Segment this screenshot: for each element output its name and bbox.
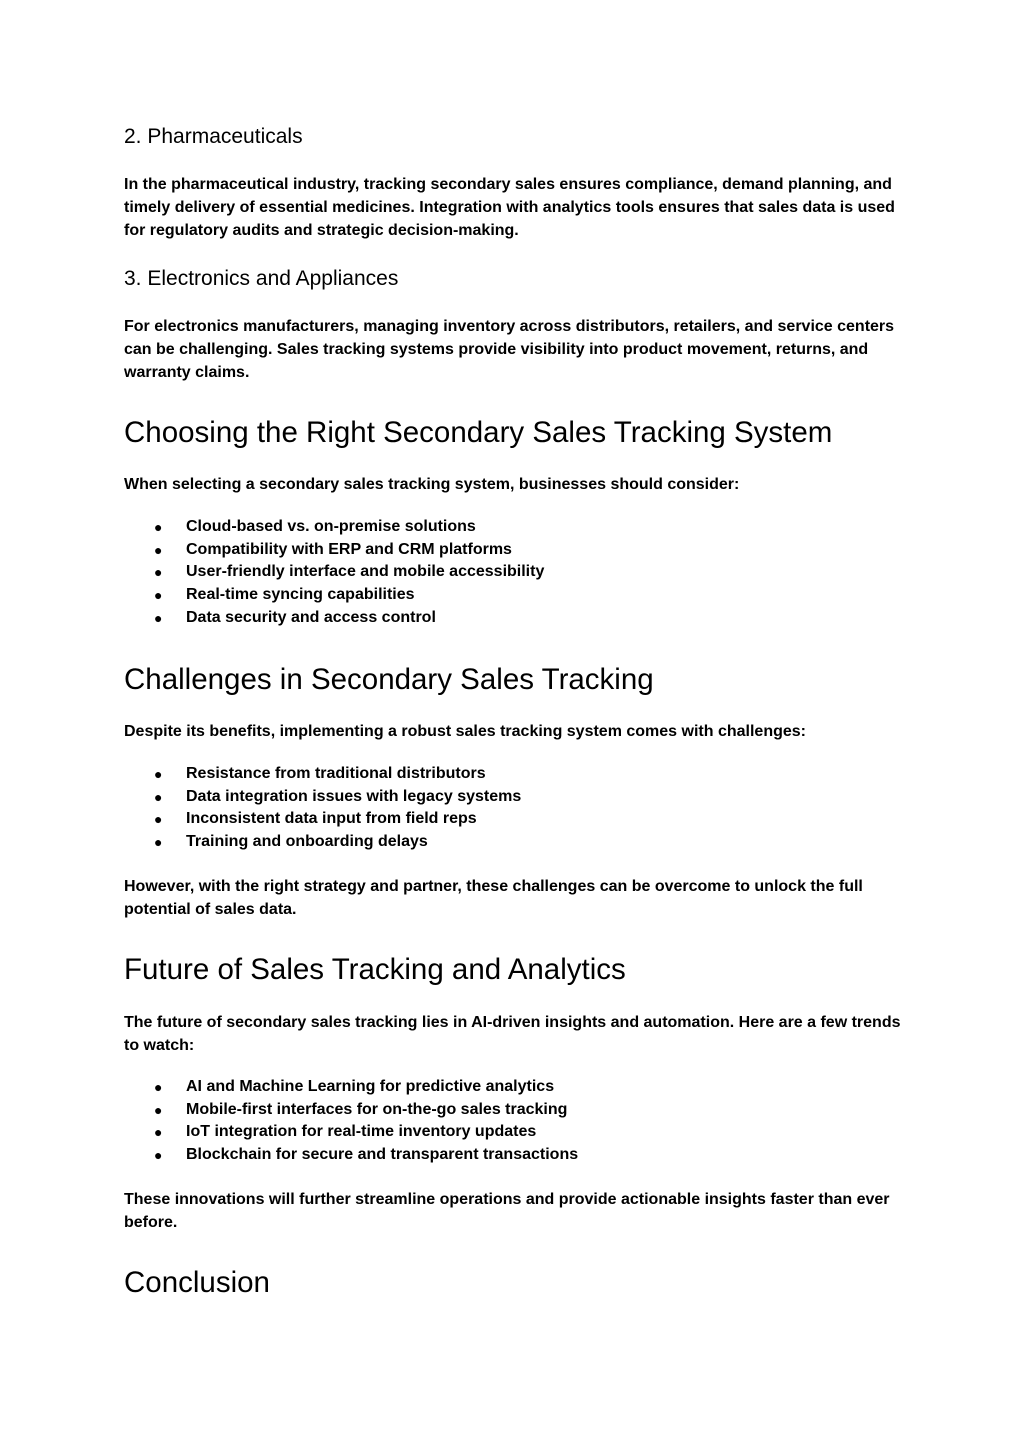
bullet-icon: ● — [154, 766, 163, 782]
list-challenges — [124, 763, 521, 854]
paragraph-challenges-outro: However, with the right strategy and partner, these challenges can be overcome to unlock the full potential of sales data. — [124, 878, 863, 918]
bullet-icon: ● — [154, 1147, 163, 1164]
heading-pharmaceuticals: 2. Pharmaceuticals — [124, 125, 303, 148]
list-item: ● Resistance from traditional distributors — [124, 763, 521, 786]
heading-challenges: Challenges in Secondary Sales Tracking — [124, 663, 654, 696]
paragraph-future-intro: The future of secondary sales tracking lies in AI-driven insights and automation. Here are a few trends to watch: — [124, 1014, 901, 1054]
bullet-icon: ● — [154, 788, 163, 805]
bullet-icon: ● — [154, 834, 163, 851]
paragraph-challenges-intro: Despite its benefits, implementing a robust sales tracking system comes with challenges: — [124, 723, 806, 740]
paragraph-choosing-intro: When selecting a secondary sales tracking system, businesses should consider: — [124, 476, 740, 493]
bullet-icon: ● — [154, 609, 163, 626]
list-item: ● Compatibility with ERP and CRM platforms — [124, 539, 544, 562]
heading-future: Future of Sales Tracking and Analytics — [124, 953, 626, 986]
list-future-trends — [124, 1076, 578, 1167]
list-item: ● Inconsistent data input from field reps — [124, 808, 521, 831]
bullet-icon: ● — [154, 564, 163, 581]
list-item: ● Data security and access control — [124, 607, 544, 630]
bullet-icon: ● — [154, 1101, 163, 1118]
bullet-icon: ● — [154, 1124, 163, 1141]
heading-electronics: 3. Electronics and Appliances — [124, 267, 399, 290]
paragraph-pharmaceuticals: In the pharmaceutical industry, tracking secondary sales ensures compliance, demand planning, and timely delivery of essential medicines. Integration with analytics tools ensures that sales data is used for regulatory audits and strategic decision-making. — [124, 176, 895, 239]
bullet-icon: ● — [154, 587, 163, 604]
heading-choosing-system: Choosing the Right Secondary Sales Tracking System — [124, 416, 833, 449]
bullet-icon: ● — [154, 519, 163, 535]
list-choosing-criteria — [124, 516, 544, 630]
list-item: ● User-friendly interface and mobile accessibility — [124, 561, 544, 584]
list-item: ● Real-time syncing capabilities — [124, 584, 544, 607]
list-item: ● Cloud-based vs. on-premise solutions — [124, 516, 544, 539]
paragraph-future-outro: These innovations will further streamline operations and provide actionable insights faster than ever before. — [124, 1191, 890, 1231]
list-item: ● Mobile-first interfaces for on-the-go sales tracking — [124, 1099, 578, 1122]
list-item: ● AI and Machine Learning for predictive analytics — [124, 1076, 578, 1099]
bullet-icon: ● — [154, 541, 163, 558]
list-item: ● IoT integration for real-time inventory updates — [124, 1121, 578, 1144]
list-item: ● Training and onboarding delays — [124, 831, 521, 854]
bullet-icon: ● — [154, 811, 163, 828]
list-item: ● Data integration issues with legacy systems — [124, 786, 521, 809]
list-item: ● Blockchain for secure and transparent transactions — [124, 1144, 578, 1167]
paragraph-electronics: For electronics manufacturers, managing inventory across distributors, retailers, and service centers can be challenging. Sales tracking systems provide visibility into product movement, returns, and warranty claims. — [124, 318, 895, 381]
bullet-icon: ● — [154, 1079, 163, 1095]
heading-conclusion: Conclusion — [124, 1266, 270, 1299]
